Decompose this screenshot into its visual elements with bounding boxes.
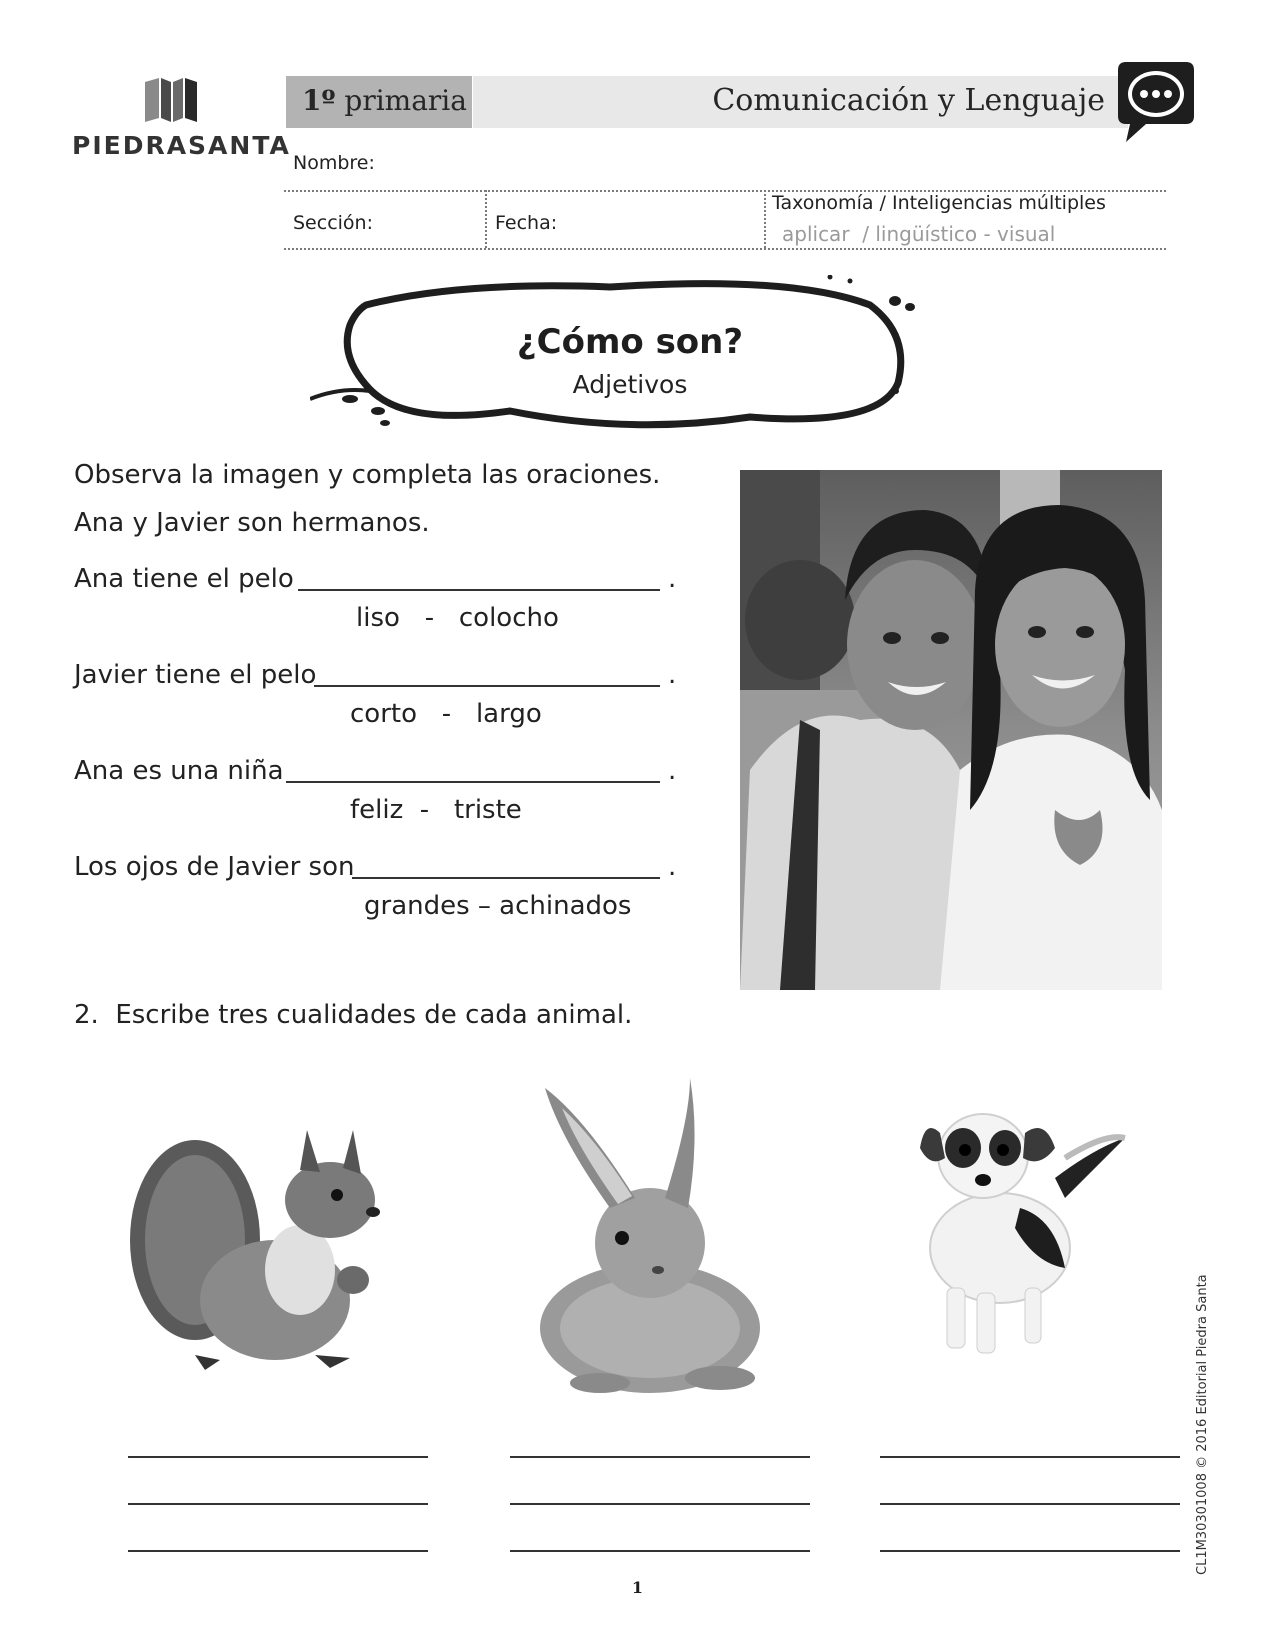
date-divider (764, 190, 766, 248)
grade-label (302, 84, 467, 117)
squirrel-answer-line-1[interactable] (128, 1456, 428, 1458)
sentence-4-answer-line[interactable] (352, 877, 660, 879)
copyright-note: CL1M30301008 © 2016 Editorial Piedra Santa (1195, 1274, 1210, 1575)
book-logo-icon (145, 76, 197, 122)
page-subtitle: Adjetivos (572, 370, 688, 399)
sentence-3-prompt: Ana es una niña (74, 756, 284, 786)
siblings-photo (740, 470, 1162, 990)
sentence-1-choices: liso - colocho (356, 603, 559, 633)
page-title: ¿Cómo son? (516, 322, 744, 362)
name-label: Nombre: (293, 152, 375, 174)
rabbit-image (540, 1078, 790, 1398)
publisher-logo-text: PIEDRASANTA (72, 131, 291, 160)
sentence-4-prompt: Los ojos de Javier son (74, 852, 355, 882)
rabbit-answer-line-3[interactable] (510, 1550, 810, 1552)
section-label: Sección: (293, 212, 373, 234)
page-number: 1 (631, 1578, 644, 1597)
grade-word: primaria (344, 84, 467, 117)
taxonomy-label: Taxonomía / Inteligencias múltiples (772, 192, 1106, 214)
sentence-1-prompt: Ana tiene el pelo (74, 564, 294, 594)
sentence-2-period: . (668, 660, 677, 690)
speech-bubble-icon (1116, 58, 1196, 144)
rabbit-answer-line-1[interactable] (510, 1456, 810, 1458)
sentence-2-prompt: Javier tiene el pelo (74, 660, 317, 690)
sentence-3-period: . (668, 756, 677, 786)
squirrel-answer-line-3[interactable] (128, 1550, 428, 1552)
puppy-answer-line-1[interactable] (880, 1456, 1180, 1458)
subject-title: Comunicación y Lenguaje (712, 83, 1105, 118)
section-divider (485, 190, 487, 248)
exercise1-context: Ana y Javier son hermanos. (74, 508, 430, 538)
sentence-2-choices: corto - largo (350, 699, 542, 729)
sentence-4-period: . (668, 852, 677, 882)
sentence-3-answer-line[interactable] (286, 781, 660, 783)
exercise2-instruction: 2. Escribe tres cualidades de cada animal. (74, 1000, 633, 1030)
grade-number: 1º (302, 84, 336, 117)
squirrel-image (125, 1100, 415, 1380)
sentence-4-choices: grandes – achinados (364, 891, 632, 921)
sentence-2-answer-line[interactable] (314, 685, 660, 687)
puppy-answer-line-3[interactable] (880, 1550, 1180, 1552)
sentence-3-choices: feliz - triste (350, 795, 522, 825)
sentence-1-period: . (668, 564, 677, 594)
rabbit-answer-line-2[interactable] (510, 1503, 810, 1505)
squirrel-answer-line-2[interactable] (128, 1503, 428, 1505)
exercise1-instruction: Observa la imagen y completa las oraciones. (74, 460, 661, 490)
puppy-image (915, 1098, 1135, 1358)
puppy-answer-line-2[interactable] (880, 1503, 1180, 1505)
sentence-1-answer-line[interactable] (298, 589, 660, 591)
date-label: Fecha: (495, 212, 558, 234)
taxonomy-value: aplicar / lingüístico - visual (782, 222, 1056, 246)
header-bottom-divider (284, 248, 1166, 250)
